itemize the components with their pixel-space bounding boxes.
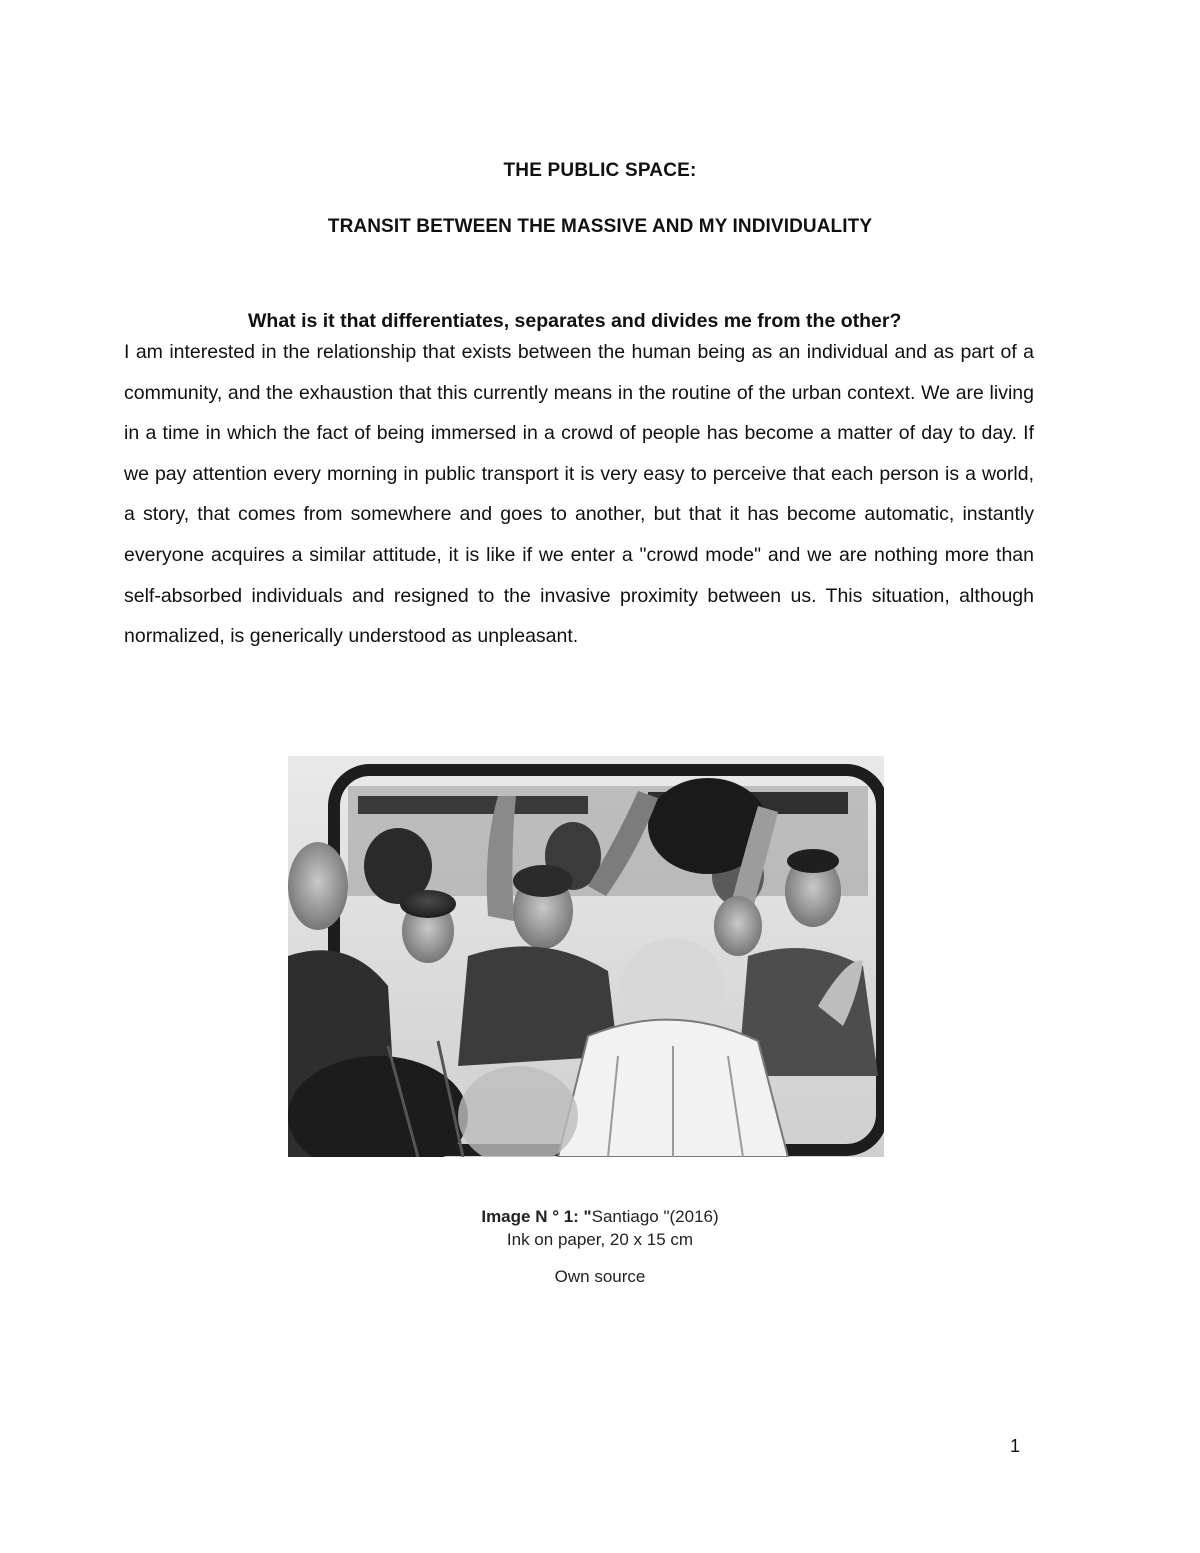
document-subtitle: TRANSIT BETWEEN THE MASSIVE AND MY INDIVIDUALITY — [327, 216, 873, 237]
section-question: What is it that differentiates, separates and divides me from the other? — [248, 310, 902, 332]
artwork-image — [288, 756, 884, 1157]
figure-source: Own source — [554, 1267, 646, 1286]
caption-label: Image N ° 1: " — [481, 1207, 592, 1226]
figure-caption — [0, 1207, 1200, 1227]
crowd-drawing-illustration — [288, 756, 884, 1157]
caption-title: Santiago "(2016) — [591, 1207, 719, 1226]
page-number: 1 — [1010, 1436, 1021, 1456]
body-paragraph: I am interested in the relationship that exists between the human being as an individual and as part of a community, and the exhaustion that this currently means in the routine of the urban context. We are living in a time in which the fact of being immersed in a crowd of people has become a matter of day to day. If we pay attention every morning in public transport it is very easy to perceive that each person is a world, a story, that comes from somewhere and goes to another, but that it has become automatic, instantly everyone acquires a similar attitude, it is like if we enter a "crowd mode" and we are nothing more than self-absorbed individuals and resigned to the invasive proximity between us. This situation, although normalized, is generically understood as unpleasant. — [124, 341, 1034, 648]
figure-medium: Ink on paper, 20 x 15 cm — [506, 1230, 694, 1249]
document-title: THE PUBLIC SPACE: — [503, 160, 697, 181]
